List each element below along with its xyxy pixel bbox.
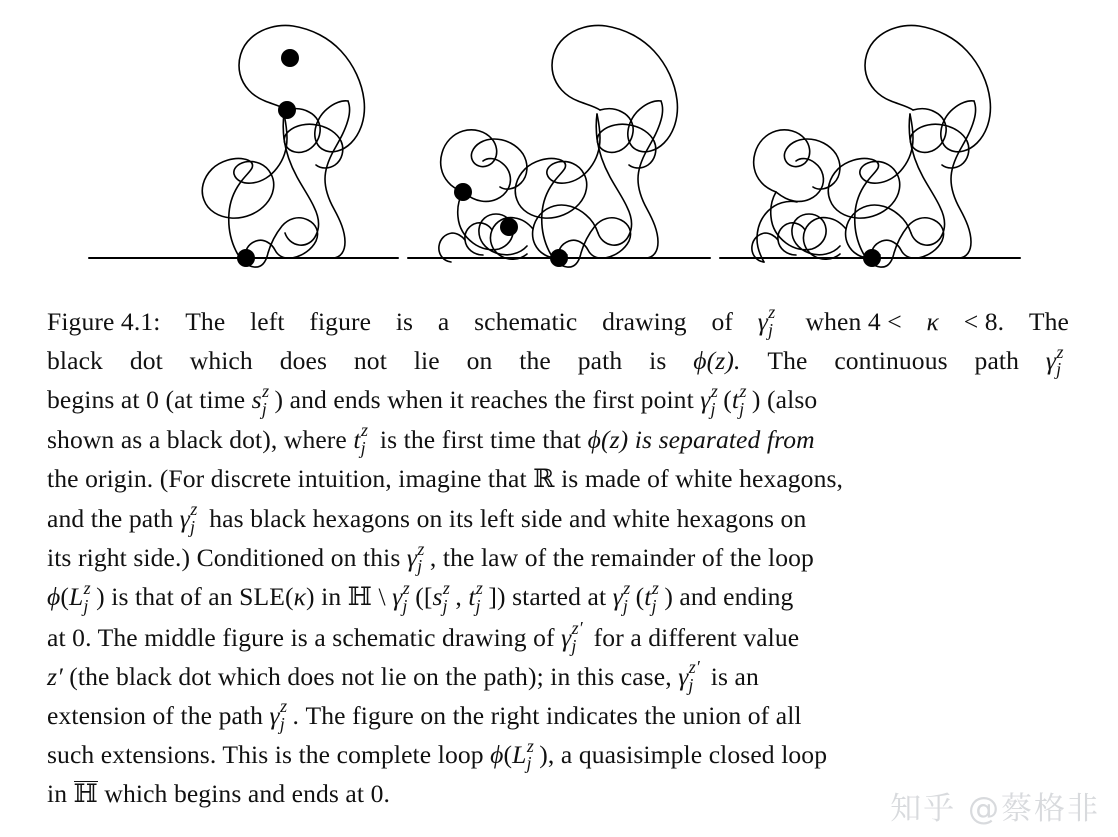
math-phi: ϕ [490, 740, 504, 770]
middle-path-endpoint-dot [454, 183, 472, 201]
math-blackboard-H-closure: ℍ [73, 779, 98, 810]
left-dots [237, 49, 299, 267]
math-gamma-j-z: γ z j [700, 380, 718, 419]
caption-line-6: and the path γ z j has black hexagons on its left side and white hexagons on [47, 499, 807, 538]
zhihu-watermark: 知乎 @蔡格非 [890, 791, 1100, 827]
math-phi-z: ϕ(z). [693, 346, 741, 376]
math-t-j-z: t z j [731, 380, 747, 419]
right-origin-dot [863, 249, 881, 267]
math-gamma-j-z: γ z j [392, 577, 410, 616]
left-origin-dot [237, 249, 255, 267]
math-gamma-j-z: γ z j [612, 577, 631, 616]
math-gamma-j-z-prime: γ z′ j [561, 617, 583, 656]
middle-origin-dot [550, 249, 568, 267]
caption-line-5: the origin. (For discrete intuition, imagine that ℝ is made of white hexagons, [47, 463, 844, 494]
figure-caption [47, 302, 1069, 814]
math-s-j-z: s z j [432, 577, 450, 616]
caption-line-12: such extensions. This is the complete loop ϕ(L z j ), a quasisimple closed loop [47, 735, 828, 774]
left-path-endpoint-dot [278, 101, 296, 119]
caption-line-1: Figure 4.1: The left figure is a schematic drawing of γ z j when 4 < κ < 8. The [47, 302, 1069, 341]
figure-illustration [0, 0, 1118, 290]
left-free-dot [281, 49, 299, 67]
caption-line-13: in ℍ which begins and ends at 0. [47, 779, 390, 810]
math-gamma-j-z: γ z j [179, 499, 198, 538]
math-t-j-z: t z j [353, 419, 369, 458]
math-gamma-j-z: γ z j [1045, 341, 1064, 380]
math-L-j-z: L z j [68, 577, 91, 616]
math-phi: ϕ [47, 582, 61, 612]
math-blackboard-R: ℝ [533, 463, 555, 494]
caption-line-9: at 0. The middle figure is a schematic drawing of γ z′ j for a different value [47, 617, 800, 656]
caption-line-11: extension of the path γ z j . The figure on the right indicates the union of all [47, 696, 802, 735]
math-gamma-j-z: γ z j [406, 538, 425, 577]
math-gamma-j-z: γ z j [269, 696, 288, 735]
math-kappa: κ [926, 307, 939, 336]
middle-panel-path [439, 26, 678, 268]
caption-line-8: ϕ(L z j ) is that of an SLE(κ) in ℍ \ γ z j ([s z j , t z j ]) started at γ z j (t z j ) and ending [47, 577, 794, 616]
math-gamma-j-z: γ z j [757, 302, 776, 341]
right-dots [863, 249, 881, 267]
math-blackboard-H: ℍ [347, 582, 373, 613]
math-t-j-z: t z j [644, 577, 659, 616]
right-panel-path [752, 26, 991, 268]
middle-free-dot [500, 218, 518, 236]
math-kappa: κ [293, 582, 306, 612]
caption-figure-label: Figure 4.1: [47, 307, 161, 336]
figure-4-1 [0, 0, 1118, 290]
caption-line-10: z′ (the black dot which does not lie on the path); in this case, γ z′ j is an [47, 657, 759, 696]
math-t-j-z: t z j [468, 577, 483, 616]
caption-line-3: begins at 0 (at time s z j ) and ends when it reaches the first point γ z j (t z j ) (also [47, 380, 818, 419]
math-L-j-z: L z j [512, 735, 534, 774]
math-s-j-z: s z j [251, 380, 270, 419]
caption-line-4: shown as a black dot), where t z j is the first time that ϕ(z) is separated from [47, 419, 815, 458]
math-phi: ϕ [587, 424, 601, 454]
math-gamma-j-z-prime: γ z′ j [678, 657, 700, 696]
caption-line-2: black dot which does not lie on the path is ϕ(z). The continuous path γ z j [47, 341, 1069, 380]
math-z-prime: z′ [47, 661, 63, 691]
caption-line-7: its right side.) Conditioned on this γ z j , the law of the remainder of the loop [47, 538, 814, 577]
